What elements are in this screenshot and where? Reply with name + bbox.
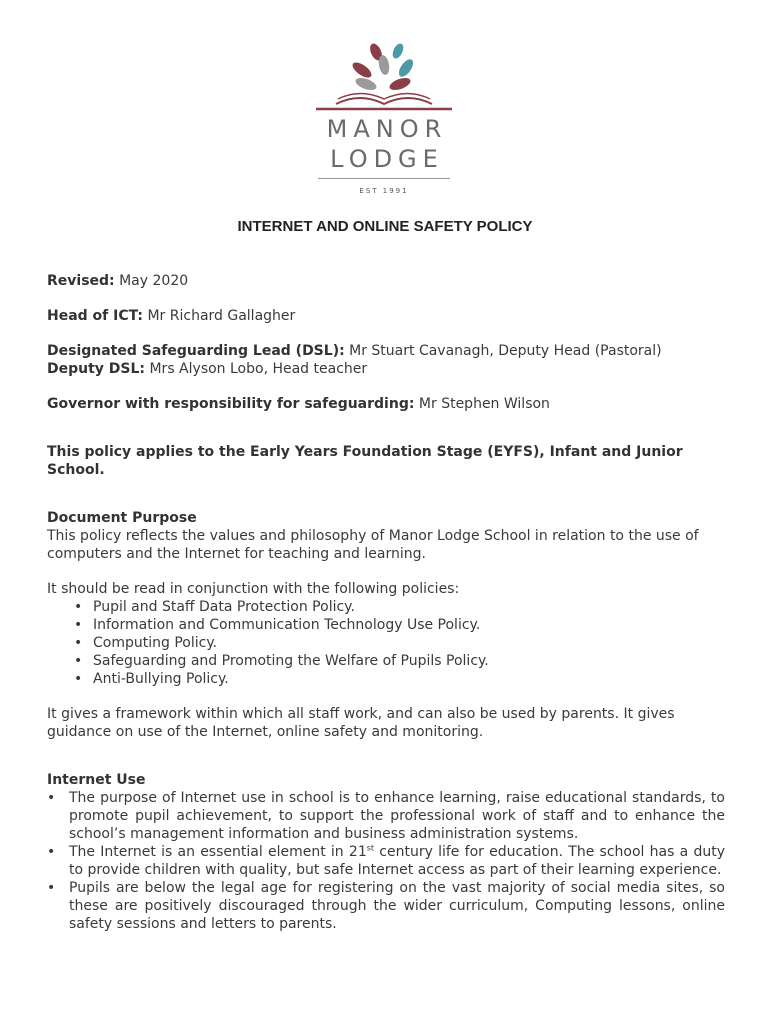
dsl-line: Designated Safeguarding Lead (DSL): Mr Stuart Cavanagh, Deputy Head (Pastoral) <box>47 343 662 359</box>
applies-statement: This policy applies to the Early Years Foundation Stage (EYFS), Infant and Junior School. <box>47 444 683 478</box>
list-item: • The Internet is an essential element in 21st century life for education. The school has a duty to provide children with quality, but safe Internet access as part of their learning experience. <box>47 843 725 878</box>
ict-line: Head of ICT: Mr Richard Gallagher <box>47 308 296 324</box>
document-body <box>47 272 725 933</box>
logo-lodge: LODGE <box>330 145 444 173</box>
framework-text: It gives a framework within which all staff work, and can also be used by parents. It gives guidance on use of the Internet, online safety and monitoring. <box>47 706 675 740</box>
purpose-heading: Document Purpose <box>47 510 197 526</box>
bullet-icon: • <box>47 790 56 806</box>
governor-line: Governor with responsibility for safeguarding: Mr Stephen Wilson <box>47 396 550 412</box>
list-item: • Information and Communication Technology Use Policy. <box>74 617 481 633</box>
list-item: • The purpose of Internet use in school is to enhance learning, raise educational standards, to promote pupil achievement, to support the professional work of staff and to enhance the school’s management information and business administration systems. <box>47 790 725 842</box>
related-policies-intro: It should be read in conjunction with the following policies: <box>47 581 460 597</box>
logo-manor: MANOR <box>326 115 448 143</box>
logo-est: EST 1991 <box>359 187 409 195</box>
document-title: INTERNET AND ONLINE SAFETY POLICY <box>237 218 533 235</box>
bullet-icon: • <box>74 635 83 651</box>
bullet-icon: • <box>74 617 83 633</box>
revised-line: Revised: May 2020 <box>47 273 189 289</box>
internet-use-list <box>47 789 725 933</box>
tree-book-icon <box>314 38 454 114</box>
related-policies-list <box>47 598 725 688</box>
internet-heading: Internet Use <box>47 772 146 788</box>
bullet-icon: • <box>74 653 83 669</box>
bullet-icon: • <box>47 880 56 896</box>
school-logo <box>314 38 454 200</box>
bullet-icon: • <box>74 671 83 687</box>
deputy-dsl-line: Deputy DSL: Mrs Alyson Lobo, Head teacher <box>47 361 368 377</box>
list-item: • Anti-Bullying Policy. <box>74 671 229 687</box>
logo-divider <box>318 178 450 179</box>
bullet-icon: • <box>74 599 83 615</box>
purpose-text: This policy reflects the values and philosophy of Manor Lodge School in relation to the use of computers and the Internet for teaching and learning. <box>47 528 699 562</box>
list-item: • Computing Policy. <box>74 635 218 651</box>
bullet-icon: • <box>47 844 56 860</box>
list-item: • Safeguarding and Promoting the Welfare of Pupils Policy. <box>74 653 489 669</box>
list-item: • Pupils are below the legal age for registering on the vast majority of social media sites, so these are positively discouraged through the wider curriculum, Computing lessons, online safety sessions and letters to parents. <box>47 880 725 932</box>
list-item: • Pupil and Staff Data Protection Policy. <box>74 599 355 615</box>
